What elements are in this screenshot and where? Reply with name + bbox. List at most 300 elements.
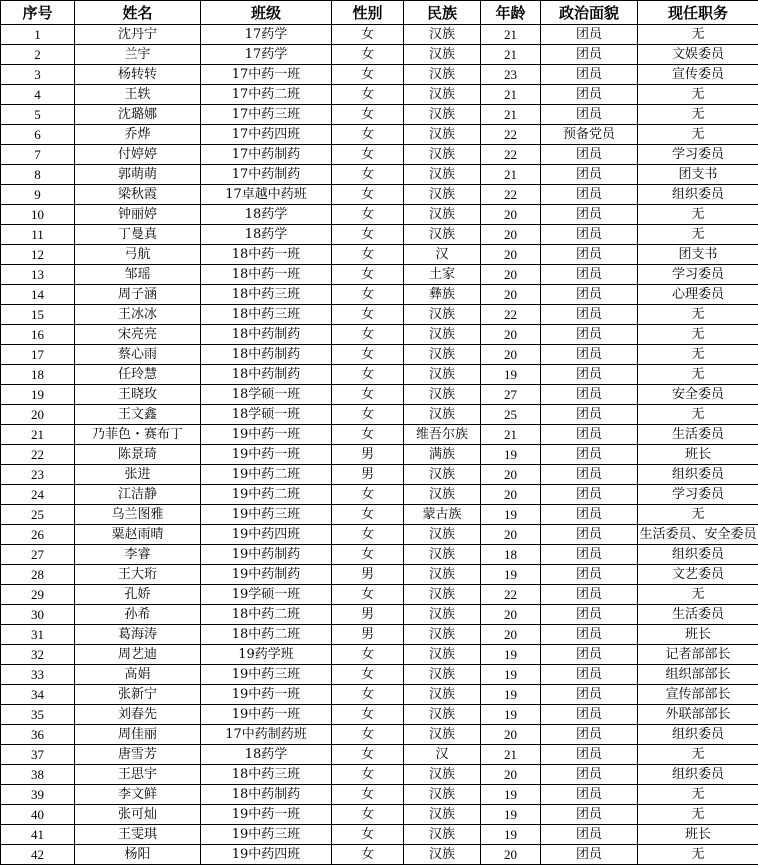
cell-ethnicity: 汉族 xyxy=(404,345,481,365)
cell-position: 无 xyxy=(638,505,758,525)
cell-position: 文娱委员 xyxy=(638,45,758,65)
cell-political-status: 团员 xyxy=(541,785,638,805)
cell-position: 无 xyxy=(638,125,758,145)
cell-index: 16 xyxy=(1,325,75,345)
cell-name: 孙希 xyxy=(75,605,201,625)
cell-gender: 女 xyxy=(332,125,404,145)
cell-position: 无 xyxy=(638,305,758,325)
cell-position: 无 xyxy=(638,785,758,805)
cell-index: 4 xyxy=(1,85,75,105)
cell-name: 周艺迪 xyxy=(75,645,201,665)
cell-ethnicity: 汉族 xyxy=(404,825,481,845)
cell-index: 34 xyxy=(1,685,75,705)
cell-name: 李睿 xyxy=(75,545,201,565)
cell-gender: 女 xyxy=(332,405,404,425)
cell-index: 1 xyxy=(1,25,75,45)
cell-age: 20 xyxy=(481,265,541,285)
cell-gender: 女 xyxy=(332,765,404,785)
cell-gender: 女 xyxy=(332,85,404,105)
cell-index: 27 xyxy=(1,545,75,565)
cell-position: 组织部部长 xyxy=(638,665,758,685)
table-row xyxy=(1,265,758,285)
cell-position: 无 xyxy=(638,405,758,425)
cell-index: 5 xyxy=(1,105,75,125)
cell-position: 生活委员 xyxy=(638,425,758,445)
cell-political-status: 团员 xyxy=(541,205,638,225)
cell-position: 学习委员 xyxy=(638,145,758,165)
cell-class: 17药学 xyxy=(201,25,332,45)
table-row xyxy=(1,805,758,825)
table-row xyxy=(1,165,758,185)
header-ethnicity: 民族 xyxy=(404,1,481,25)
cell-age: 21 xyxy=(481,85,541,105)
cell-index: 21 xyxy=(1,425,75,445)
cell-age: 19 xyxy=(481,565,541,585)
cell-gender: 女 xyxy=(332,305,404,325)
table-row xyxy=(1,245,758,265)
cell-index: 25 xyxy=(1,505,75,525)
table-row xyxy=(1,545,758,565)
cell-gender: 女 xyxy=(332,325,404,345)
cell-political-status: 团员 xyxy=(541,405,638,425)
cell-name: 任玲慧 xyxy=(75,365,201,385)
cell-political-status: 团员 xyxy=(541,465,638,485)
cell-age: 20 xyxy=(481,525,541,545)
cell-political-status: 团员 xyxy=(541,745,638,765)
cell-ethnicity: 汉族 xyxy=(404,485,481,505)
cell-ethnicity: 汉族 xyxy=(404,645,481,665)
cell-name: 孔娇 xyxy=(75,585,201,605)
table-row xyxy=(1,505,758,525)
cell-class: 19中药三班 xyxy=(201,825,332,845)
cell-name: 钟丽婷 xyxy=(75,205,201,225)
cell-age: 19 xyxy=(481,665,541,685)
cell-age: 19 xyxy=(481,705,541,725)
cell-age: 22 xyxy=(481,145,541,165)
cell-age: 18 xyxy=(481,545,541,565)
cell-name: 丁曼真 xyxy=(75,225,201,245)
cell-political-status: 团员 xyxy=(541,565,638,585)
cell-position: 无 xyxy=(638,225,758,245)
cell-class: 19中药一班 xyxy=(201,445,332,465)
cell-name: 梁秋霞 xyxy=(75,185,201,205)
header-name: 姓名 xyxy=(75,1,201,25)
table-row xyxy=(1,145,758,165)
table-row xyxy=(1,125,758,145)
cell-age: 22 xyxy=(481,185,541,205)
cell-political-status: 团员 xyxy=(541,225,638,245)
table-row xyxy=(1,385,758,405)
cell-position: 生活委员、安全委员 xyxy=(638,525,758,545)
cell-gender: 女 xyxy=(332,545,404,565)
cell-index: 17 xyxy=(1,345,75,365)
table-row xyxy=(1,285,758,305)
cell-position: 安全委员 xyxy=(638,385,758,405)
cell-age: 20 xyxy=(481,485,541,505)
cell-gender: 女 xyxy=(332,285,404,305)
cell-class: 18学硕一班 xyxy=(201,405,332,425)
table-row xyxy=(1,765,758,785)
cell-position: 生活委员 xyxy=(638,605,758,625)
cell-gender: 女 xyxy=(332,25,404,45)
cell-index: 13 xyxy=(1,265,75,285)
cell-index: 30 xyxy=(1,605,75,625)
cell-ethnicity: 汉族 xyxy=(404,665,481,685)
cell-class: 19中药制药 xyxy=(201,565,332,585)
cell-political-status: 团员 xyxy=(541,845,638,865)
cell-position: 无 xyxy=(638,365,758,385)
cell-age: 20 xyxy=(481,625,541,645)
cell-age: 22 xyxy=(481,305,541,325)
cell-political-status: 团员 xyxy=(541,265,638,285)
cell-gender: 女 xyxy=(332,825,404,845)
cell-index: 20 xyxy=(1,405,75,425)
cell-index: 33 xyxy=(1,665,75,685)
cell-name: 蔡心雨 xyxy=(75,345,201,365)
table-row xyxy=(1,25,758,45)
cell-name: 付婷婷 xyxy=(75,145,201,165)
cell-age: 19 xyxy=(481,505,541,525)
cell-political-status: 团员 xyxy=(541,145,638,165)
cell-index: 29 xyxy=(1,585,75,605)
table-row xyxy=(1,85,758,105)
table-row xyxy=(1,785,758,805)
cell-index: 9 xyxy=(1,185,75,205)
cell-class: 18中药制药 xyxy=(201,325,332,345)
table-row xyxy=(1,625,758,645)
cell-class: 18中药二班 xyxy=(201,605,332,625)
cell-name: 兰宇 xyxy=(75,45,201,65)
cell-index: 28 xyxy=(1,565,75,585)
table-row xyxy=(1,645,758,665)
cell-ethnicity: 汉族 xyxy=(404,625,481,645)
cell-gender: 女 xyxy=(332,205,404,225)
table-row xyxy=(1,225,758,245)
cell-class: 19中药一班 xyxy=(201,685,332,705)
cell-political-status: 团员 xyxy=(541,625,638,645)
cell-class: 18中药三班 xyxy=(201,765,332,785)
cell-class: 17中药四班 xyxy=(201,125,332,145)
cell-index: 6 xyxy=(1,125,75,145)
cell-political-status: 团员 xyxy=(541,425,638,445)
cell-name: 王雯琪 xyxy=(75,825,201,845)
cell-gender: 女 xyxy=(332,665,404,685)
cell-position: 组织委员 xyxy=(638,545,758,565)
cell-gender: 女 xyxy=(332,805,404,825)
table-row xyxy=(1,705,758,725)
cell-index: 42 xyxy=(1,845,75,865)
cell-political-status: 团员 xyxy=(541,245,638,265)
header-position: 现任职务 xyxy=(638,1,758,25)
table-row xyxy=(1,45,758,65)
cell-gender: 女 xyxy=(332,385,404,405)
table-header-row xyxy=(1,1,758,25)
cell-political-status: 预备党员 xyxy=(541,125,638,145)
table-row xyxy=(1,345,758,365)
table-row xyxy=(1,845,758,865)
table-row xyxy=(1,485,758,505)
cell-class: 19药学班 xyxy=(201,645,332,665)
cell-class: 19中药四班 xyxy=(201,525,332,545)
cell-political-status: 团员 xyxy=(541,605,638,625)
cell-class: 18药学 xyxy=(201,745,332,765)
cell-ethnicity: 汉族 xyxy=(404,85,481,105)
cell-index: 8 xyxy=(1,165,75,185)
table-row xyxy=(1,325,758,345)
cell-index: 18 xyxy=(1,365,75,385)
cell-ethnicity: 汉族 xyxy=(404,605,481,625)
cell-position: 团支书 xyxy=(638,165,758,185)
table-row xyxy=(1,405,758,425)
cell-ethnicity: 汉 xyxy=(404,745,481,765)
cell-index: 3 xyxy=(1,65,75,85)
cell-class: 19中药一班 xyxy=(201,705,332,725)
table-row xyxy=(1,745,758,765)
cell-position: 宣传部部长 xyxy=(638,685,758,705)
cell-class: 18药学 xyxy=(201,225,332,245)
cell-index: 35 xyxy=(1,705,75,725)
cell-index: 26 xyxy=(1,525,75,545)
cell-class: 17中药一班 xyxy=(201,65,332,85)
cell-name: 邹瑶 xyxy=(75,265,201,285)
table-row xyxy=(1,685,758,705)
cell-name: 王晓玫 xyxy=(75,385,201,405)
cell-name: 杨阳 xyxy=(75,845,201,865)
cell-position: 学习委员 xyxy=(638,485,758,505)
cell-name: 弓航 xyxy=(75,245,201,265)
cell-index: 12 xyxy=(1,245,75,265)
cell-ethnicity: 汉族 xyxy=(404,65,481,85)
cell-age: 21 xyxy=(481,745,541,765)
table-row xyxy=(1,365,758,385)
table-row xyxy=(1,445,758,465)
cell-position: 无 xyxy=(638,845,758,865)
cell-political-status: 团员 xyxy=(541,585,638,605)
cell-class: 18中药一班 xyxy=(201,245,332,265)
cell-class: 18中药三班 xyxy=(201,305,332,325)
cell-gender: 女 xyxy=(332,165,404,185)
cell-ethnicity: 汉族 xyxy=(404,185,481,205)
cell-political-status: 团员 xyxy=(541,345,638,365)
cell-name: 杨转转 xyxy=(75,65,201,85)
cell-class: 18中药制药 xyxy=(201,785,332,805)
cell-gender: 女 xyxy=(332,585,404,605)
cell-ethnicity: 汉族 xyxy=(404,405,481,425)
cell-age: 20 xyxy=(481,725,541,745)
cell-ethnicity: 汉族 xyxy=(404,585,481,605)
cell-name: 王轶 xyxy=(75,85,201,105)
cell-name: 葛海涛 xyxy=(75,625,201,645)
cell-gender: 女 xyxy=(332,725,404,745)
cell-position: 无 xyxy=(638,85,758,105)
cell-name: 乃菲色・赛布丁 xyxy=(75,425,201,445)
cell-class: 19中药二班 xyxy=(201,485,332,505)
cell-class: 19中药四班 xyxy=(201,845,332,865)
cell-ethnicity: 汉族 xyxy=(404,365,481,385)
cell-age: 20 xyxy=(481,225,541,245)
cell-ethnicity: 汉族 xyxy=(404,205,481,225)
cell-index: 36 xyxy=(1,725,75,745)
cell-age: 23 xyxy=(481,65,541,85)
cell-position: 组织委员 xyxy=(638,725,758,745)
cell-gender: 女 xyxy=(332,265,404,285)
cell-ethnicity: 维吾尔族 xyxy=(404,425,481,445)
cell-name: 王冰冰 xyxy=(75,305,201,325)
cell-position: 无 xyxy=(638,585,758,605)
cell-index: 10 xyxy=(1,205,75,225)
cell-political-status: 团员 xyxy=(541,385,638,405)
cell-class: 18中药制药 xyxy=(201,365,332,385)
cell-class: 18学硕一班 xyxy=(201,385,332,405)
cell-class: 17药学 xyxy=(201,45,332,65)
cell-position: 团支书 xyxy=(638,245,758,265)
cell-name: 张进 xyxy=(75,465,201,485)
cell-age: 19 xyxy=(481,645,541,665)
cell-position: 无 xyxy=(638,325,758,345)
cell-name: 乌兰图雅 xyxy=(75,505,201,525)
cell-position: 组织委员 xyxy=(638,185,758,205)
cell-political-status: 团员 xyxy=(541,105,638,125)
cell-gender: 男 xyxy=(332,465,404,485)
cell-political-status: 团员 xyxy=(541,65,638,85)
cell-index: 32 xyxy=(1,645,75,665)
table-row xyxy=(1,605,758,625)
cell-index: 38 xyxy=(1,765,75,785)
cell-class: 19中药三班 xyxy=(201,665,332,685)
cell-ethnicity: 汉族 xyxy=(404,145,481,165)
cell-class: 17中药制药班 xyxy=(201,725,332,745)
cell-name: 张可灿 xyxy=(75,805,201,825)
table-row xyxy=(1,565,758,585)
header-class: 班级 xyxy=(201,1,332,25)
cell-class: 17中药三班 xyxy=(201,105,332,125)
cell-name: 乔烨 xyxy=(75,125,201,145)
cell-political-status: 团员 xyxy=(541,505,638,525)
cell-ethnicity: 汉族 xyxy=(404,525,481,545)
cell-index: 2 xyxy=(1,45,75,65)
cell-age: 20 xyxy=(481,285,541,305)
cell-position: 心理委员 xyxy=(638,285,758,305)
table-row xyxy=(1,185,758,205)
header-political-status: 政治面貌 xyxy=(541,1,638,25)
cell-class: 17中药制药 xyxy=(201,145,332,165)
header-age: 年龄 xyxy=(481,1,541,25)
cell-ethnicity: 汉族 xyxy=(404,545,481,565)
cell-class: 19学硕一班 xyxy=(201,585,332,605)
cell-gender: 男 xyxy=(332,605,404,625)
cell-political-status: 团员 xyxy=(541,485,638,505)
table-row xyxy=(1,65,758,85)
cell-class: 18中药一班 xyxy=(201,265,332,285)
cell-class: 18中药三班 xyxy=(201,285,332,305)
cell-position: 文艺委员 xyxy=(638,565,758,585)
cell-age: 20 xyxy=(481,765,541,785)
cell-age: 19 xyxy=(481,805,541,825)
cell-index: 37 xyxy=(1,745,75,765)
cell-political-status: 团员 xyxy=(541,185,638,205)
cell-position: 无 xyxy=(638,205,758,225)
cell-age: 20 xyxy=(481,845,541,865)
cell-name: 张新宁 xyxy=(75,685,201,705)
cell-position: 外联部部长 xyxy=(638,705,758,725)
cell-position: 无 xyxy=(638,345,758,365)
cell-gender: 女 xyxy=(332,745,404,765)
cell-political-status: 团员 xyxy=(541,665,638,685)
cell-position: 组织委员 xyxy=(638,465,758,485)
cell-ethnicity: 土家 xyxy=(404,265,481,285)
cell-class: 18中药制药 xyxy=(201,345,332,365)
cell-age: 25 xyxy=(481,405,541,425)
cell-age: 22 xyxy=(481,585,541,605)
cell-age: 21 xyxy=(481,105,541,125)
cell-position: 无 xyxy=(638,25,758,45)
cell-political-status: 团员 xyxy=(541,85,638,105)
table-row xyxy=(1,825,758,845)
cell-age: 21 xyxy=(481,45,541,65)
cell-ethnicity: 汉族 xyxy=(404,465,481,485)
cell-gender: 女 xyxy=(332,645,404,665)
cell-gender: 女 xyxy=(332,105,404,125)
cell-index: 7 xyxy=(1,145,75,165)
cell-index: 11 xyxy=(1,225,75,245)
cell-age: 19 xyxy=(481,365,541,385)
cell-class: 19中药制药 xyxy=(201,545,332,565)
cell-political-status: 团员 xyxy=(541,525,638,545)
cell-index: 19 xyxy=(1,385,75,405)
table-row xyxy=(1,465,758,485)
cell-gender: 女 xyxy=(332,485,404,505)
cell-age: 20 xyxy=(481,605,541,625)
cell-gender: 女 xyxy=(332,525,404,545)
cell-ethnicity: 汉族 xyxy=(404,705,481,725)
cell-political-status: 团员 xyxy=(541,765,638,785)
cell-class: 18中药二班 xyxy=(201,625,332,645)
cell-ethnicity: 汉族 xyxy=(404,565,481,585)
cell-gender: 男 xyxy=(332,625,404,645)
cell-political-status: 团员 xyxy=(541,25,638,45)
cell-ethnicity: 满族 xyxy=(404,445,481,465)
cell-position: 班长 xyxy=(638,825,758,845)
table-row xyxy=(1,425,758,445)
cell-ethnicity: 汉族 xyxy=(404,25,481,45)
cell-ethnicity: 汉族 xyxy=(404,725,481,745)
cell-ethnicity: 汉族 xyxy=(404,325,481,345)
cell-political-status: 团员 xyxy=(541,825,638,845)
cell-class: 17中药二班 xyxy=(201,85,332,105)
cell-gender: 女 xyxy=(332,425,404,445)
cell-ethnicity: 汉族 xyxy=(404,685,481,705)
cell-gender: 女 xyxy=(332,65,404,85)
cell-index: 24 xyxy=(1,485,75,505)
cell-gender: 男 xyxy=(332,565,404,585)
cell-ethnicity: 汉族 xyxy=(404,305,481,325)
cell-gender: 女 xyxy=(332,505,404,525)
cell-name: 宋亮亮 xyxy=(75,325,201,345)
cell-index: 22 xyxy=(1,445,75,465)
table-row xyxy=(1,725,758,745)
cell-position: 无 xyxy=(638,105,758,125)
header-index: 序号 xyxy=(1,1,75,25)
cell-name: 周佳丽 xyxy=(75,725,201,745)
cell-name: 王文鑫 xyxy=(75,405,201,425)
cell-political-status: 团员 xyxy=(541,805,638,825)
table-row xyxy=(1,105,758,125)
cell-gender: 男 xyxy=(332,445,404,465)
cell-name: 周子涵 xyxy=(75,285,201,305)
cell-position: 班长 xyxy=(638,625,758,645)
cell-name: 唐雪芳 xyxy=(75,745,201,765)
cell-age: 21 xyxy=(481,425,541,445)
